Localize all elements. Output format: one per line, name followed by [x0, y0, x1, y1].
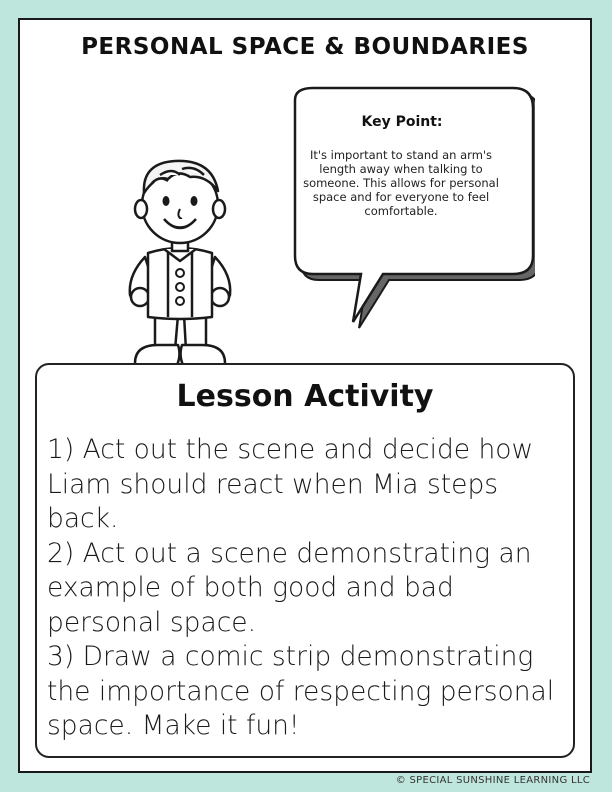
copyright-notice: © SPECIAL SUNSHINE LEARNING LLC	[395, 775, 590, 786]
list-item: 1) Act out the scene and decide how Liam should react when Mia steps back.	[47, 434, 534, 534]
boy-illustration	[120, 145, 240, 385]
list-item: 3) Draw a comic strip demonstrating the importance of respecting personal space. Make it fun!	[47, 641, 555, 741]
page-title: PERSONAL SPACE & BOUNDARIES	[81, 34, 529, 60]
activity-list	[47, 433, 572, 744]
lesson-activity-box	[35, 363, 575, 758]
list-item: 2) Act out a scene demonstrating an example of both good and bad personal space.	[47, 537, 532, 638]
key-point-title: Key Point:	[361, 114, 443, 130]
lesson-activity-title: Lesson Activity	[176, 379, 434, 414]
worksheet-page	[18, 18, 592, 773]
key-point-text: It's important to stand an arm's length away when talking to someone. This allows for personal space and for everyone to feel comfortable.	[303, 148, 499, 218]
